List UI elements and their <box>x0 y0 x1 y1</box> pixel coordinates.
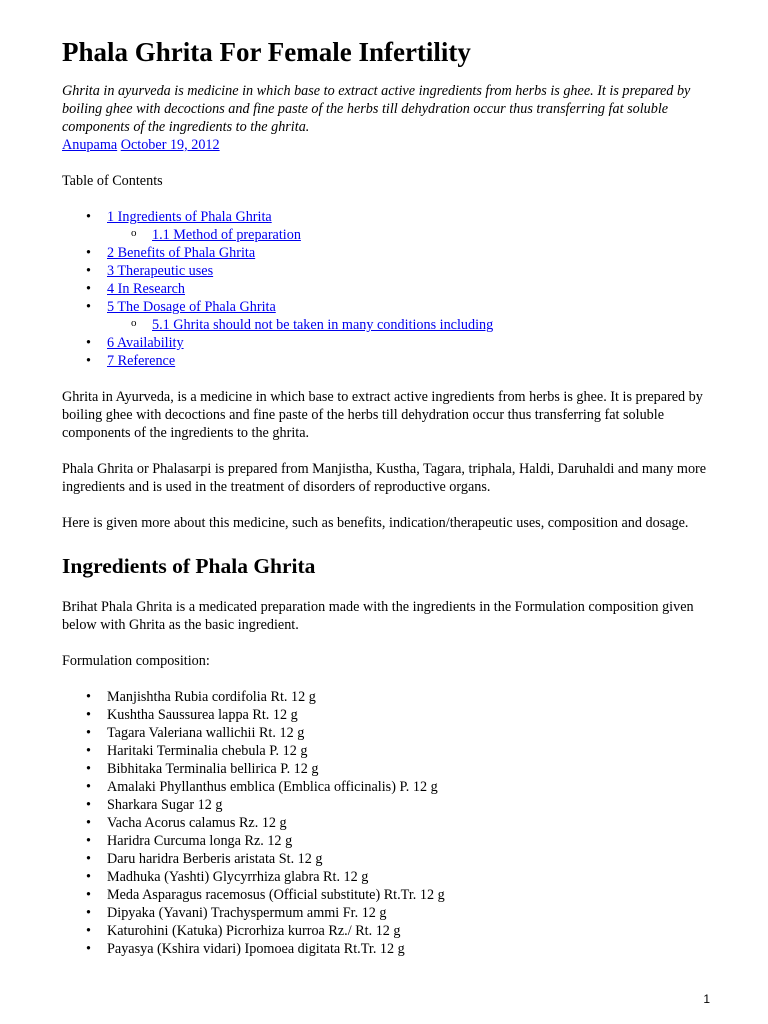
toc-item <box>62 262 722 280</box>
ingredient-item: • Tagara Valeriana wallichii Rt. 12 g <box>62 724 722 742</box>
article <box>62 34 722 958</box>
page-title: Phala Ghrita For Female Infertility <box>62 37 471 67</box>
ingredient-item: • Madhuka (Yashti) Glycyrrhiza glabra Rt. 12 g <box>62 868 722 886</box>
ingredient-item: • Amalaki Phyllanthus emblica (Emblica officinalis) P. 12 g <box>62 778 722 796</box>
toc-subitem <box>107 316 722 334</box>
article-summary: Ghrita in ayurveda is medicine in which base to extract active ingredients from herbs is ghee. It is prepared by boiling ghee with decoctions and fine paste of the herbs till dehydration occur thus transferring fat soluble components of the ingredients to the ghrita. <box>62 83 691 135</box>
ingredient-item: • Kushtha Saussurea lappa Rt. 12 g <box>62 706 722 724</box>
toc-item <box>62 334 722 352</box>
toc-sublist <box>107 226 722 244</box>
ingredient-item: • Katurohini (Katuka) Picrorhiza kurroa Rz./ Rt. 12 g <box>62 922 722 940</box>
toc-sublist <box>107 316 722 334</box>
section-heading: Ingredients of Phala Ghrita <box>62 554 316 578</box>
toc-title: Table of Contents <box>62 173 163 189</box>
toc-link[interactable]: 4 In Research <box>107 281 185 297</box>
ingredient-item: • Bibhitaka Terminalia bellirica P. 12 g <box>62 760 722 778</box>
toc-link[interactable]: 2 Benefits of Phala Ghrita <box>107 245 256 261</box>
ingredient-item: • Haridra Curcuma longa Rz. 12 g <box>62 832 722 850</box>
toc-link[interactable]: 5.1 Ghrita should not be taken in many conditions including <box>152 317 494 333</box>
page-number: 1 <box>703 992 710 1006</box>
toc-item <box>62 352 722 370</box>
toc-item <box>62 298 722 334</box>
toc-item <box>62 208 722 244</box>
toc-item <box>62 280 722 298</box>
toc-link[interactable]: 5 The Dosage of Phala Ghrita <box>107 299 276 315</box>
intro-paragraph: Ghrita in Ayurveda, is a medicine in which base to extract active ingredients from herbs is ghee. It is prepared by boiling ghee with decoctions and fine paste of the herbs till dehydration occur thus transferring fat soluble components of the ingredients to the ghrita. <box>62 389 703 441</box>
toc-link[interactable]: 7 Reference <box>107 353 176 369</box>
formulation-label: Formulation composition: <box>62 653 210 669</box>
toc-link[interactable]: 3 Therapeutic uses <box>107 263 214 279</box>
toc-link[interactable]: 6 Availability <box>107 335 184 351</box>
author-link[interactable]: Anupama <box>62 137 118 153</box>
toc-subitem <box>107 226 722 244</box>
ingredient-item: • Manjishtha Rubia cordifolia Rt. 12 g <box>62 688 722 706</box>
date-link[interactable]: October 19, 2012 <box>120 137 220 153</box>
description-paragraph: Phala Ghrita or Phalasarpi is prepared from Manjistha, Kustha, Tagara, triphala, Haldi, Daruhaldi and many more ingredients and is used in the treatment of disorders of reproductive organs. <box>62 461 707 495</box>
table-of-contents <box>62 208 722 370</box>
byline <box>62 136 722 154</box>
ingredient-item: • Meda Asparagus racemosus (Official substitute) Rt.Tr. 12 g <box>62 886 722 904</box>
ingredient-list <box>62 688 722 958</box>
ingredient-item: • Sharkara Sugar 12 g <box>62 796 722 814</box>
ingredient-item: • Vacha Acorus calamus Rz. 12 g <box>62 814 722 832</box>
toc-link[interactable]: 1 Ingredients of Phala Ghrita <box>107 209 272 225</box>
ingredient-item: • Payasya (Kshira vidari) Ipomoea digitata Rt.Tr. 12 g <box>62 940 722 958</box>
toc-link[interactable]: 1.1 Method of preparation <box>152 227 301 243</box>
toc-item <box>62 244 722 262</box>
overview-paragraph: Here is given more about this medicine, such as benefits, indication/therapeutic uses, composition and dosage. <box>62 515 689 531</box>
ingredient-item: • Dipyaka (Yavani) Trachyspermum ammi Fr. 12 g <box>62 904 722 922</box>
ingredient-item: • Daru haridra Berberis aristata St. 12 g <box>62 850 722 868</box>
section-intro: Brihat Phala Ghrita is a medicated preparation made with the ingredients in the Formulation composition given below with Ghrita as the basic ingredient. <box>62 599 694 633</box>
ingredient-item: • Haritaki Terminalia chebula P. 12 g <box>62 742 722 760</box>
